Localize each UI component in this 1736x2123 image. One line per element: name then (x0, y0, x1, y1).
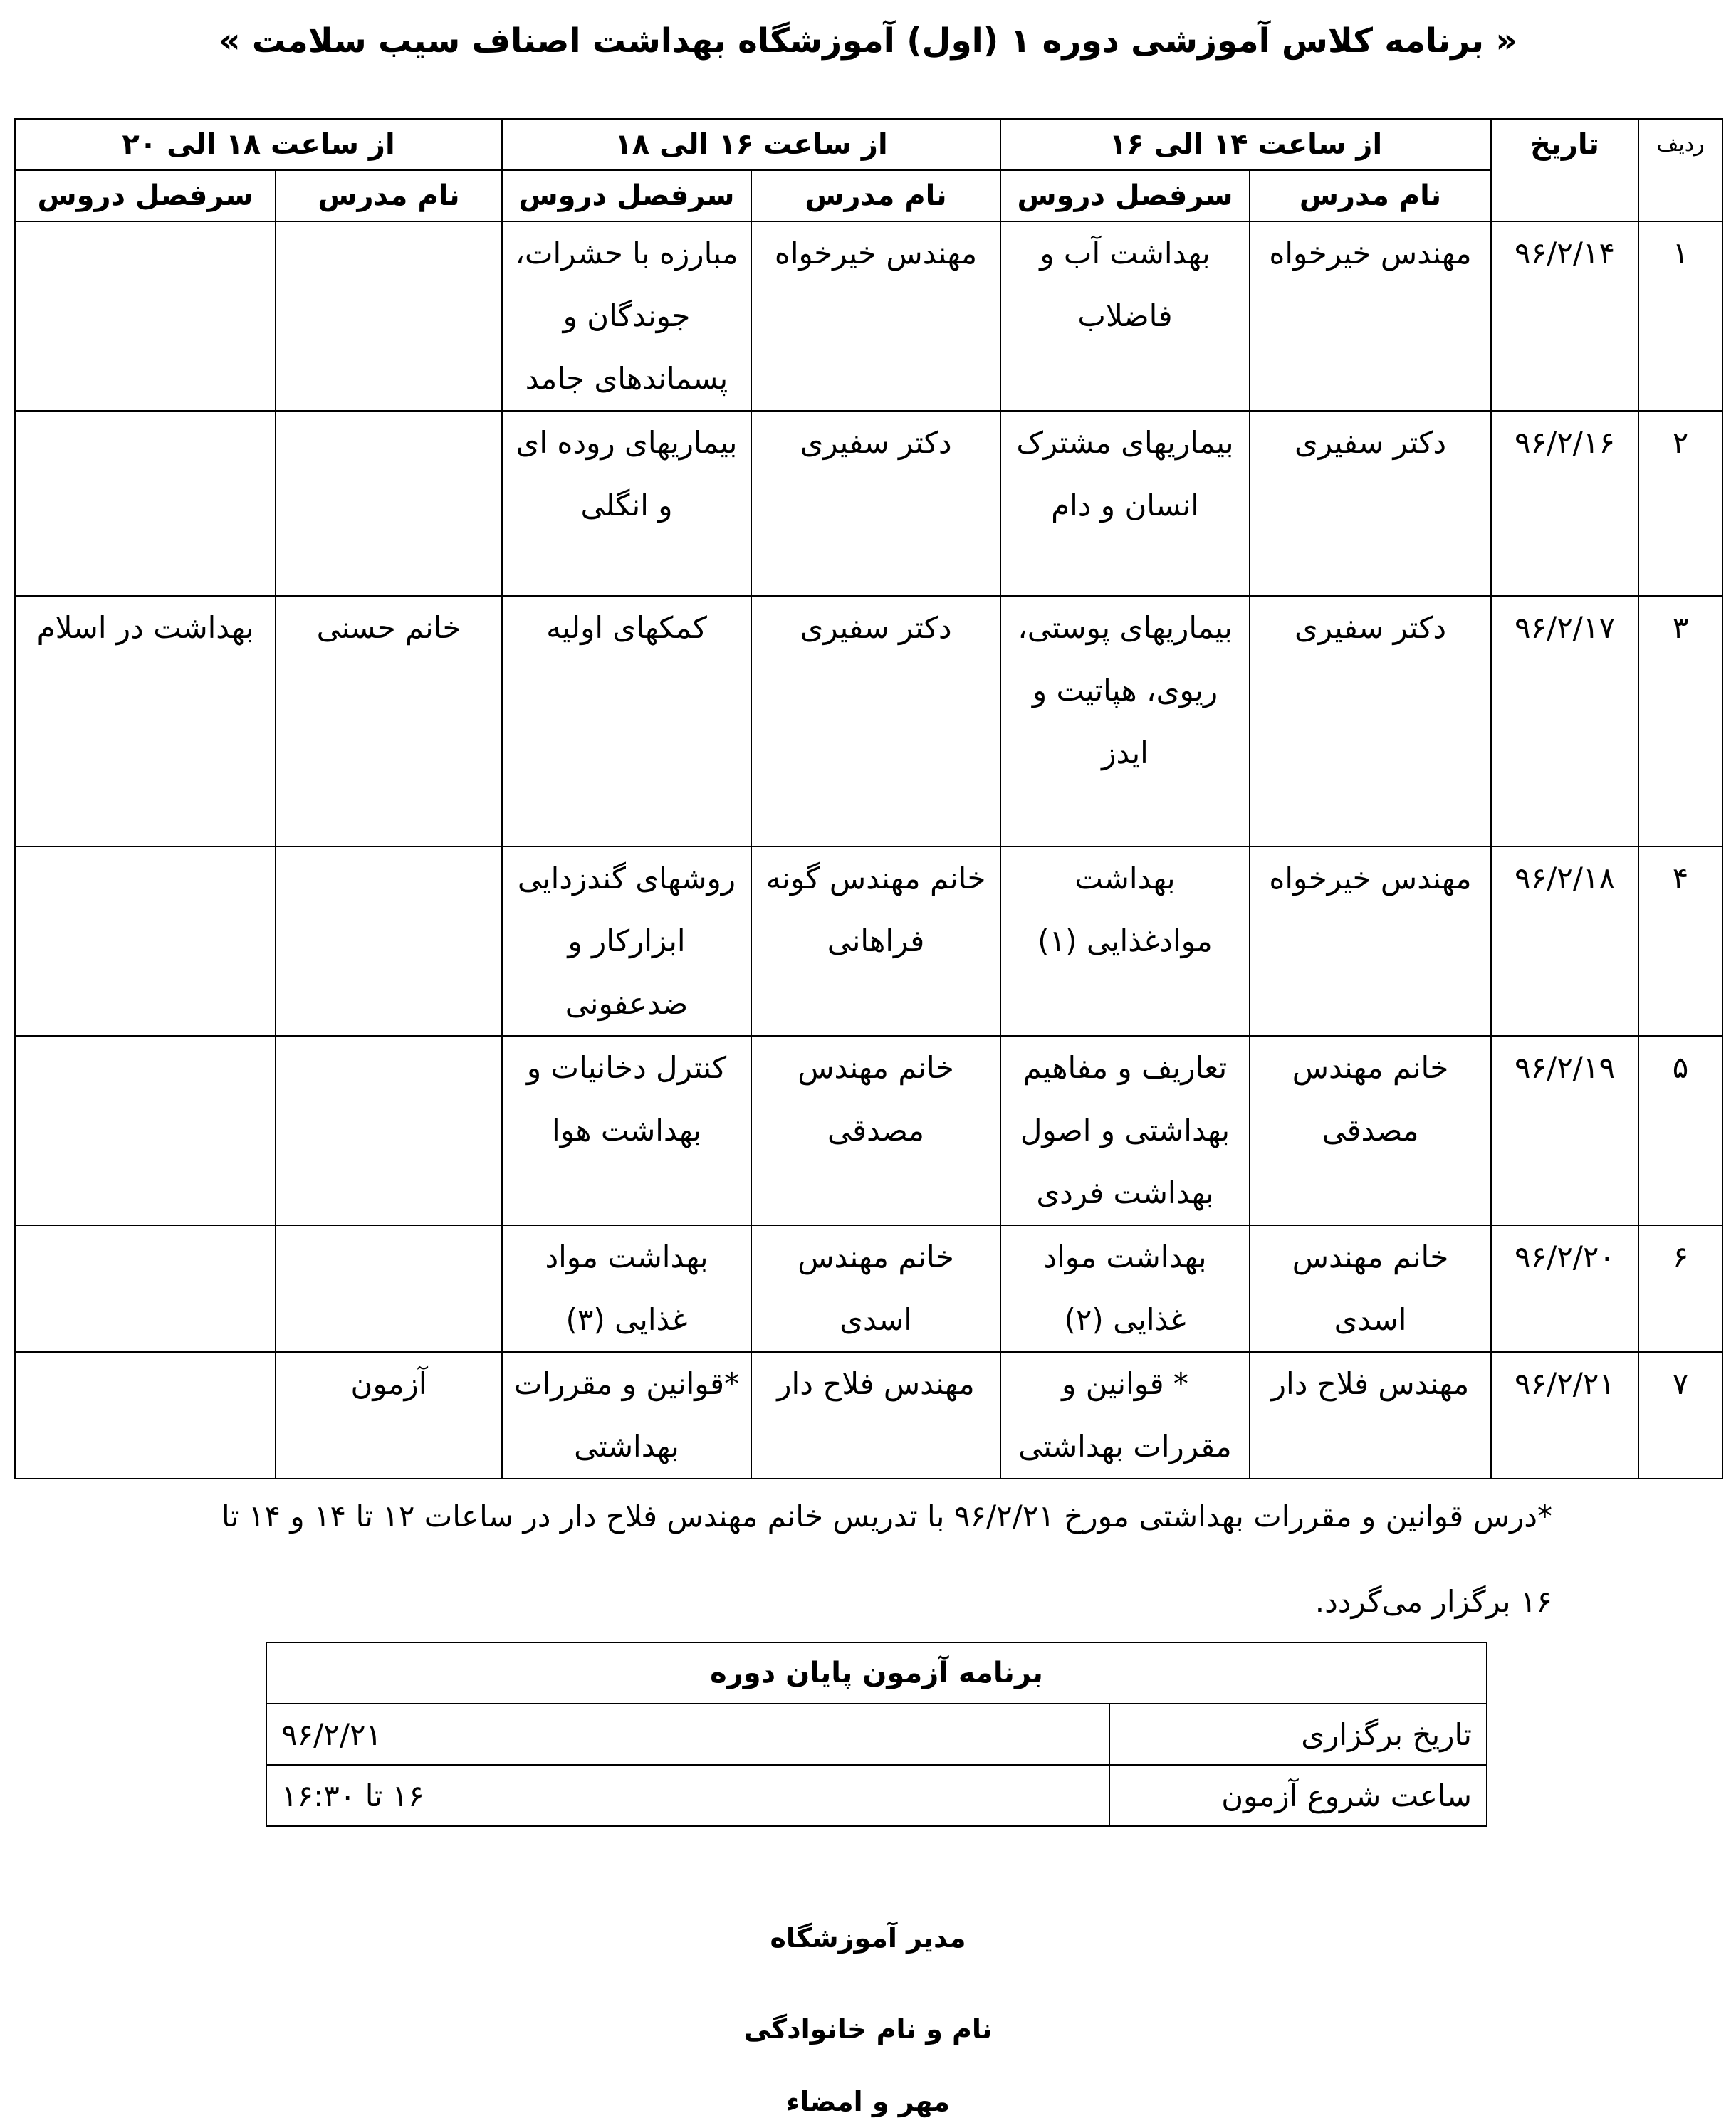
cell-topic-slot1: بهداشت موادغذایی (۱) (1000, 846, 1250, 1036)
cell-teacher-slot1: مهندس خیرخواه (1250, 221, 1491, 411)
header-slot-14-16: از ساعت ۱۴ الی ۱۶ (1000, 119, 1491, 170)
exam-time-value: ۱۶ تا ۱۶:۳۰ (266, 1765, 1109, 1826)
cell-topic-slot3 (15, 1225, 276, 1352)
header-row-slots (15, 119, 1722, 170)
signature-manager: مدیر آموزشگاه (770, 1922, 966, 1954)
exam-title: برنامه آزمون پایان دوره (266, 1642, 1487, 1704)
cell-topic-slot3 (15, 1352, 276, 1479)
cell-teacher-slot2: دکتر سفیری (751, 596, 1000, 846)
table-row (15, 1036, 1722, 1225)
header-date: تاریخ (1491, 119, 1638, 221)
cell-date: ۹۶/۲/۱۶ (1491, 411, 1638, 596)
cell-row-number: ۲ (1638, 411, 1722, 596)
table-row (15, 1225, 1722, 1352)
cell-teacher-slot1: دکتر سفیری (1250, 596, 1491, 846)
header-row-number: ردیف (1638, 119, 1722, 221)
cell-teacher-slot2: دکتر سفیری (751, 411, 1000, 596)
cell-topic-slot1: بهداشت مواد غذایی (۲) (1000, 1225, 1250, 1352)
exam-date-label: تاریخ برگزاری (1109, 1704, 1487, 1765)
cell-teacher-slot1: خانم مهندس اسدی (1250, 1225, 1491, 1352)
cell-topic-slot2: بهداشت مواد غذایی (۳) (502, 1225, 751, 1352)
cell-teacher-slot2: خانم مهندس مصدقی (751, 1036, 1000, 1225)
cell-topic-slot2: روشهای گندزدایی ابزارکار و ضدعفونی (502, 846, 751, 1036)
table-row (15, 221, 1722, 411)
cell-topic-slot3 (15, 411, 276, 596)
cell-topic-slot2: بیماریهای روده ای و انگلی (502, 411, 751, 596)
cell-row-number: ۵ (1638, 1036, 1722, 1225)
exam-title-row (266, 1642, 1487, 1704)
cell-teacher-slot1: خانم مهندس مصدقی (1250, 1036, 1491, 1225)
cell-teacher-slot2: مهندس خیرخواه (751, 221, 1000, 411)
cell-topic-slot2: مبارزه با حشرات، جوندگان و پسماندهای جامد (502, 221, 751, 411)
cell-topic-slot2: کمکهای اولیه (502, 596, 751, 846)
cell-teacher-slot3: خانم حسنی (276, 596, 502, 846)
cell-row-number: ۳ (1638, 596, 1722, 846)
exam-schedule-table (266, 1642, 1487, 1827)
table-row (15, 411, 1722, 596)
cell-topic-slot3 (15, 1036, 276, 1225)
header-row-columns (15, 170, 1722, 221)
cell-teacher-slot1: مهندس خیرخواه (1250, 846, 1491, 1036)
cell-date: ۹۶/۲/۱۷ (1491, 596, 1638, 846)
cell-topic-slot2: *قوانین و مقررات بهداشتی (502, 1352, 751, 1479)
footnote: *درس قوانین و مقررات بهداشتی مورخ ۹۶/۲/۲۱ با تدریس خانم مهندس فلاح دار در ساعات ۱۲ تا ۱۴ و ۱۴ تا ۱۶ برگزار می‌گردد. (221, 1499, 1552, 1619)
page-title: « برنامه کلاس آموزشی دوره ۱ (اول) آموزشگاه بهداشت اصناف سیب سلامت » (219, 21, 1517, 61)
cell-topic-slot1: تعاریف و مفاهیم بهداشتی و اصول بهداشت فردی (1000, 1036, 1250, 1225)
cell-teacher-slot3: آزمون (276, 1352, 502, 1479)
header-topic: سرفصل دروس (15, 170, 276, 221)
cell-row-number: ۱ (1638, 221, 1722, 411)
cell-date: ۹۶/۲/۱۸ (1491, 846, 1638, 1036)
header-topic: سرفصل دروس (1000, 170, 1250, 221)
cell-topic-slot1: بیماریهای مشترک انسان و دام (1000, 411, 1250, 596)
cell-date: ۹۶/۲/۱۹ (1491, 1036, 1638, 1225)
signature-name: نام و نام خانوادگی (743, 2013, 993, 2045)
cell-teacher-slot3 (276, 221, 502, 411)
cell-topic-slot1: بهداشت آب و فاضلاب (1000, 221, 1250, 411)
cell-teacher-slot2: خانم مهندس اسدی (751, 1225, 1000, 1352)
cell-row-number: ۶ (1638, 1225, 1722, 1352)
header-slot-16-18: از ساعت ۱۶ الی ۱۸ (502, 119, 1000, 170)
cell-teacher-slot3 (276, 846, 502, 1036)
cell-date: ۹۶/۲/۱۴ (1491, 221, 1638, 411)
cell-teacher-slot2: خانم مهندس گونه فراهانی (751, 846, 1000, 1036)
exam-date-row (266, 1704, 1487, 1765)
cell-teacher-slot1: مهندس فلاح دار (1250, 1352, 1491, 1479)
header-slot-18-20: از ساعت ۱۸ الی ۲۰ (15, 119, 502, 170)
signature-seal: مهر و امضاء (785, 2086, 951, 2117)
cell-topic-slot2: کنترل دخانیات و بهداشت هوا (502, 1036, 751, 1225)
table-row (15, 1352, 1722, 1479)
cell-date: ۹۶/۲/۲۰ (1491, 1225, 1638, 1352)
exam-time-label: ساعت شروع آزمون (1109, 1765, 1487, 1826)
table-row (15, 596, 1722, 846)
cell-topic-slot3: بهداشت در اسلام (15, 596, 276, 846)
header-teacher: نام مدرس (751, 170, 1000, 221)
header-teacher: نام مدرس (1250, 170, 1491, 221)
cell-teacher-slot3 (276, 411, 502, 596)
header-teacher: نام مدرس (276, 170, 502, 221)
cell-teacher-slot3 (276, 1225, 502, 1352)
exam-date-value: ۹۶/۲/۲۱ (266, 1704, 1109, 1765)
cell-row-number: ۴ (1638, 846, 1722, 1036)
table-row (15, 846, 1722, 1036)
cell-teacher-slot3 (276, 1036, 502, 1225)
cell-row-number: ۷ (1638, 1352, 1722, 1479)
cell-teacher-slot1: دکتر سفیری (1250, 411, 1491, 596)
exam-time-row (266, 1765, 1487, 1826)
cell-teacher-slot2: مهندس فلاح دار (751, 1352, 1000, 1479)
cell-topic-slot1: بیماریهای پوستی، ریوی، هپاتیت و ایدز (1000, 596, 1250, 846)
header-topic: سرفصل دروس (502, 170, 751, 221)
cell-topic-slot3 (15, 846, 276, 1036)
cell-topic-slot3 (15, 221, 276, 411)
class-schedule-table (14, 118, 1723, 1479)
cell-topic-slot1: * قوانین و مقررات بهداشتی (1000, 1352, 1250, 1479)
cell-date: ۹۶/۲/۲۱ (1491, 1352, 1638, 1479)
